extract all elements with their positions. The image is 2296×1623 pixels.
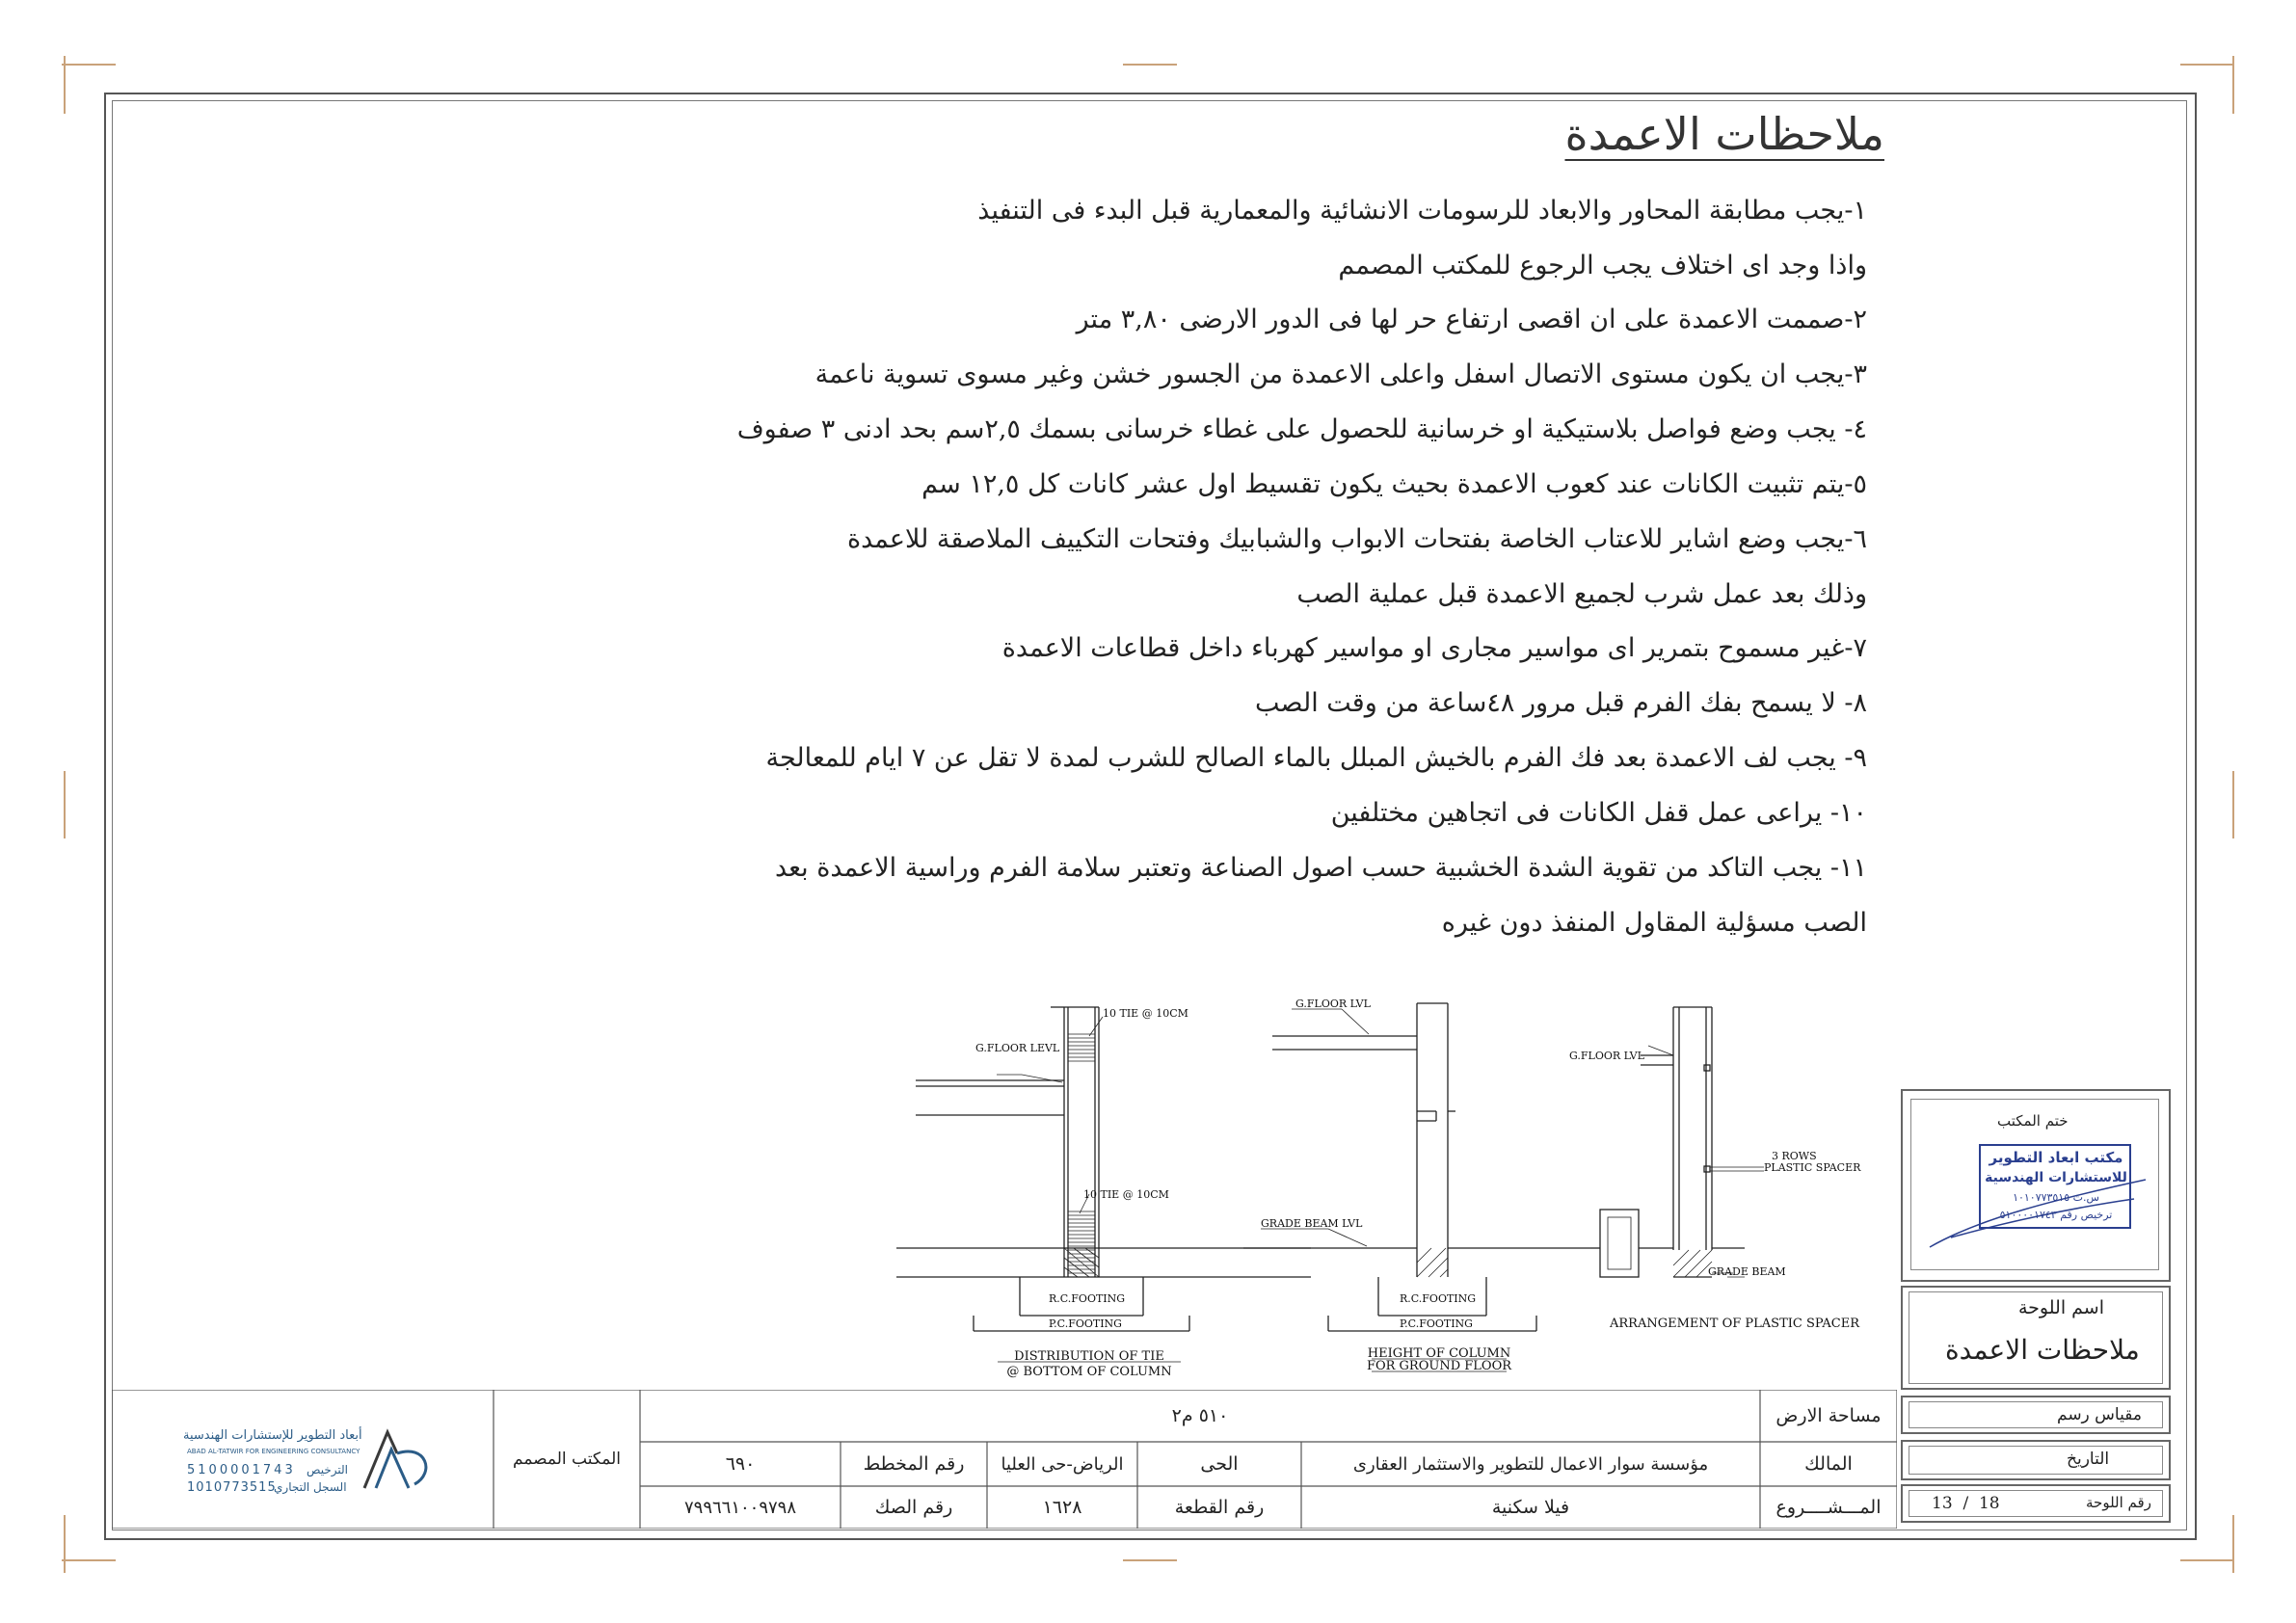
spacer-type-label: PLASTIC SPACER <box>1764 1161 1861 1174</box>
rc-footing-label: R.C.FOOTING <box>1049 1292 1126 1305</box>
owner-label: المالك <box>1804 1453 1853 1475</box>
company-name-en: ABAD AL-TATWIR FOR ENGINEERING CONSULTANCY <box>187 1448 360 1455</box>
note-item: ٨- لا يسمح بفك الفرم قبل مرور ٤٨ساعة من وقت الصب <box>1255 688 1867 718</box>
tie-distribution-detail <box>896 1007 1311 1362</box>
page-title: ملاحظات الاعمدة <box>1564 108 1884 160</box>
date-label: التاريخ <box>2067 1450 2110 1469</box>
note-item: ٧-غير مسموح بتمرير اى مواسير مجارى او مواسير كهرباء داخل قطاعات الاعمدة <box>1001 633 1867 663</box>
corner-mark <box>2232 56 2234 114</box>
corner-mark <box>1123 64 1177 66</box>
stamp-line-3: س.ت ١٠١٠٧٧٣٥١٥ <box>2013 1191 2099 1204</box>
company-name-ar: أبعاد التطوير للإستشارات الهندسية <box>183 1428 362 1443</box>
corner-mark <box>1123 1559 1177 1561</box>
note-item: ٤- يجب وضع فواصل بلاستيكية او خرسانية للحصول على غطاء خرسانى بسمك ٢,٥سم بحد ادنى ٣ صفوف <box>736 414 1867 444</box>
deed-number-label: رقم الصك <box>874 1497 953 1518</box>
floor-level-label: G.FLOOR LVL <box>1569 1050 1644 1062</box>
note-item: ٣-يجب ان يكون مستوى الاتصال اسفل واعلى الاعمدة من الجسور خشن وغير مسوى تسوية ناعمة <box>814 359 1867 389</box>
district-value: الرياض-حى العليا <box>1001 1453 1124 1475</box>
grade-beam-level-label: GRADE BEAM LVL <box>1261 1217 1363 1230</box>
date-box <box>1901 1440 2171 1480</box>
land-area-value: ٥١٠ م٢ <box>1171 1405 1229 1426</box>
note-continuation: وذلك بعد عمل شرب لجميع الاعمدة قبل عملية الصب <box>1296 579 1867 609</box>
notes-list <box>737 183 1867 949</box>
corner-mark <box>64 1515 66 1573</box>
pc-footing-label: P.C.FOOTING <box>1400 1317 1473 1330</box>
drawing1-caption: DISTRIBUTION OF TIE <box>1014 1349 1164 1364</box>
company-logo-icon <box>359 1424 440 1494</box>
tie-bottom-label: 10 TIE @ 10CM <box>1083 1188 1169 1201</box>
column-details-drawing <box>896 988 1880 1393</box>
district-label: الحى <box>1200 1453 1239 1475</box>
stamp-label: ختم المكتب <box>1997 1112 2069 1130</box>
deed-number-value: ٧٩٩٦٦١٠٠٩٧٩٨ <box>684 1497 797 1518</box>
drawing1-caption-2: @ BOTTOM OF COLUMN <box>1006 1365 1172 1379</box>
note-item: ١٠- يراعى عمل قفل الكانات فى اتجاهين مختلفين <box>1330 798 1867 828</box>
stamp-line-2: للاستشارات الهندسية <box>1985 1170 2127 1185</box>
floor-level-label: G.FLOOR LEVL <box>975 1042 1060 1054</box>
land-area-label: مساحة الارض <box>1775 1405 1882 1426</box>
pc-footing-label: P.C.FOOTING <box>1049 1317 1122 1330</box>
stamp-line-4: ترخيص رقم ٥١٠٠٠٠١٧٤٣ <box>1999 1209 2113 1221</box>
commercial-register-label: السجل التجاري <box>274 1480 347 1494</box>
board-name-box <box>1901 1286 2171 1390</box>
plastic-spacer-detail <box>1590 1007 1764 1277</box>
plot-number-value: ١٦٢٨ <box>1042 1497 1082 1518</box>
note-item: ١-يجب مطابقة المحاور والابعاد للرسومات الانشائية والمعمارية قبل البدء فى التنفيذ <box>977 196 1867 226</box>
grade-beam-label: GRADE BEAM <box>1708 1265 1786 1278</box>
corner-mark <box>64 56 66 114</box>
corner-mark <box>2180 64 2234 66</box>
plot-number-label: رقم القطعة <box>1174 1497 1265 1518</box>
scale-label: مقياس رسم <box>2057 1405 2142 1424</box>
corner-mark <box>2232 771 2234 838</box>
sheet-number-value: 13 / 18 <box>1932 1494 2000 1513</box>
office-stamp-box <box>1901 1089 2171 1282</box>
project-value: فيلا سكنية <box>1491 1497 1570 1518</box>
corner-mark <box>64 771 66 838</box>
drawing3-caption: ARRANGEMENT OF PLASTIC SPACER <box>1610 1317 1860 1331</box>
drawing2-caption: HEIGHT OF COLUMN <box>1367 1346 1511 1361</box>
commercial-register-number: 1010773515 <box>187 1480 277 1495</box>
note-item: ٢-صممت الاعمدة على ان اقصى ارتفاع حر لها فى الدور الارضى ٣,٨٠ متر <box>1076 305 1867 334</box>
designer-office-label: المكتب المصمم <box>513 1450 621 1469</box>
note-item: ٩- يجب لف الاعمدة بعد فك الفرم بالخيش المبلل بالماء الصالح للشرب لمدة لا تقل عن ٧ ايام للمعالجة <box>765 743 1867 773</box>
rc-footing-label: R.C.FOOTING <box>1400 1292 1477 1305</box>
sheet-number-box <box>1901 1484 2171 1523</box>
corner-mark <box>2180 1559 2234 1561</box>
corner-mark <box>62 64 116 66</box>
column-height-detail <box>1243 1003 1590 1371</box>
plan-number-label: رقم المخطط <box>863 1453 965 1475</box>
plan-number-value: ٦٩٠ <box>725 1453 756 1475</box>
board-name-label: اسم اللوحة <box>2018 1297 2104 1318</box>
stamp-line-1: مكتب ابعاد التطوير <box>1989 1149 2123 1166</box>
scale-box <box>1901 1396 2171 1434</box>
owner-value: مؤسسة سوار الاعمال للتطوير والاستثمار العقارى <box>1352 1453 1709 1475</box>
corner-mark <box>2232 1515 2234 1573</box>
note-item: ٦-يجب وضع اشاير للاعتاب الخاصة بفتحات الابواب والشبابيك وفتحات التكييف الملاصقة للاعمدة <box>846 524 1867 554</box>
note-item: ٥-يتم تثبيت الكانات عند كعوب الاعمدة بحيث يكون تقسيط اول عشر كانات كل ١٢,٥ سم <box>921 469 1867 499</box>
spacer-rows-label: 3 ROWS <box>1772 1150 1817 1162</box>
note-continuation: الصب مسؤلية المقاول المنفذ دون غيره <box>1441 908 1867 938</box>
license-number: 5100001743 <box>187 1463 296 1477</box>
tie-top-label: 10 TIE @ 10CM <box>1103 1007 1188 1020</box>
project-label: المـــشــــروع <box>1775 1497 1882 1518</box>
floor-level-label: G.FLOOR LVL <box>1295 998 1371 1010</box>
sheet-number-label: رقم اللوحة <box>2086 1494 2151 1511</box>
board-name-value: ملاحظات الاعمدة <box>1945 1334 2140 1366</box>
note-item: ١١- يجب التاكد من تقوية الشدة الخشبية حسب اصول الصناعة وتعتبر سلامة الفرم وراسية الاعمدة بعد <box>774 853 1867 883</box>
note-continuation: واذا وجد اى اختلاف يجب الرجوع للمكتب المصمم <box>1338 251 1867 280</box>
license-label: الترخيص <box>307 1463 348 1477</box>
corner-mark <box>62 1559 116 1561</box>
drawing2-caption-2: FOR GROUND FLOOR <box>1366 1359 1512 1373</box>
